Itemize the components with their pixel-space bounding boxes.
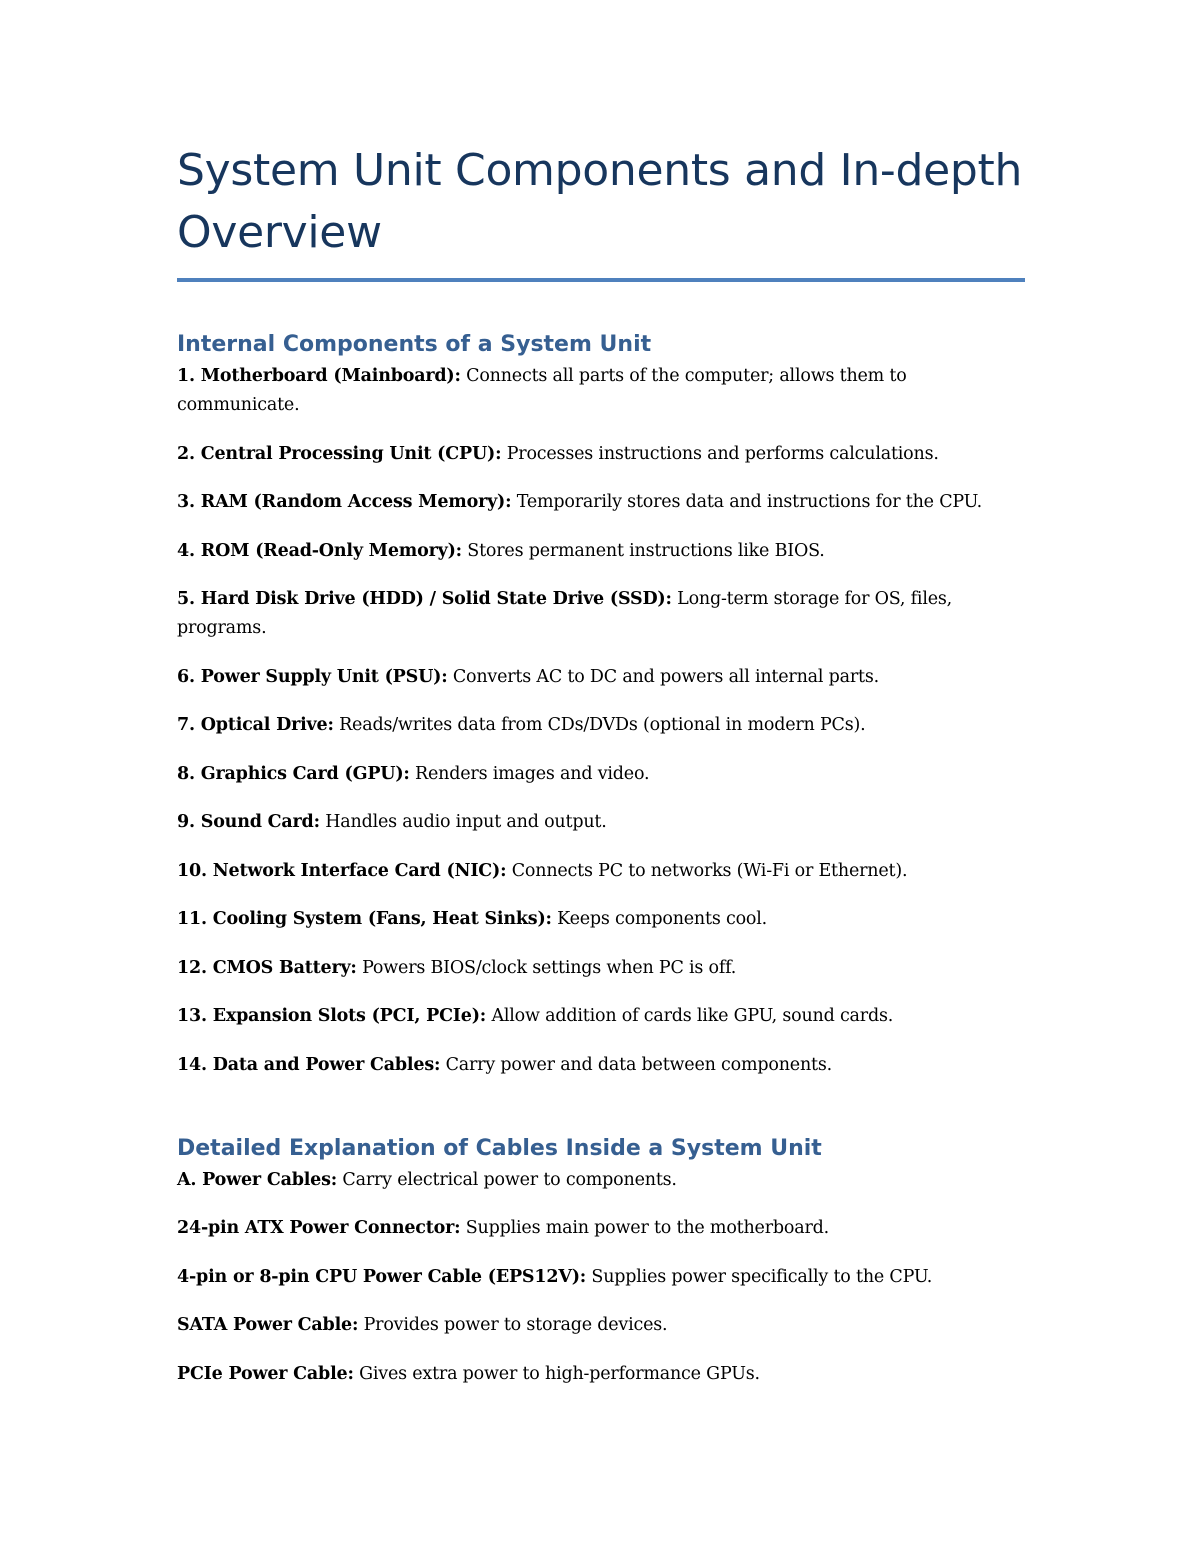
- item-term: 3. RAM (Random Access Memory):: [177, 492, 512, 512]
- list-item: [177, 711, 1025, 740]
- item-description: Renders images and video.: [409, 763, 650, 784]
- item-description: Gives extra power to high-performance GPUs.: [353, 1363, 760, 1384]
- section-heading-internal-components: Internal Components of a System Unit: [177, 332, 652, 357]
- item-description: Temporarily stores data and instructions for the CPU.: [511, 492, 982, 512]
- item-description: Handles audio input and output.: [319, 812, 607, 832]
- list-item: [177, 954, 1025, 983]
- cables-list: [177, 1166, 1025, 1389]
- item-description: Provides power to storage devices.: [358, 1315, 668, 1335]
- list-item: [177, 1166, 1025, 1195]
- list-item: [177, 808, 1025, 837]
- item-description: Supplies power specifically to the CPU.: [586, 1266, 933, 1287]
- document-page: [177, 140, 1025, 1389]
- item-description: Long-term storage for OS, files, programs.: [177, 589, 953, 638]
- list-item: [177, 760, 1025, 789]
- item-term: 6. Power Supply Unit (PSU):: [177, 666, 448, 687]
- document-title: System Unit Components and In-depth Overview: [177, 140, 1025, 282]
- item-term: SATA Power Cable:: [177, 1315, 359, 1335]
- item-term: 12. CMOS Battery:: [177, 957, 357, 978]
- item-description: Stores permanent instructions like BIOS.: [461, 540, 825, 561]
- item-term: 13. Expansion Slots (PCI, PCIe):: [177, 1006, 487, 1026]
- list-item: [177, 663, 1025, 692]
- item-term: 10. Network Interface Card (NIC):: [177, 860, 507, 881]
- item-term: 5. Hard Disk Drive (HDD) / Solid State Drive (SSD):: [177, 589, 672, 609]
- list-item: [177, 1311, 1025, 1340]
- list-item: [177, 1051, 1025, 1080]
- list-item: [177, 585, 1025, 643]
- item-term: PCIe Power Cable:: [177, 1363, 354, 1384]
- item-term: 24-pin ATX Power Connector:: [177, 1218, 461, 1238]
- item-description: Reads/writes data from CDs/DVDs (optional in modern PCs).: [333, 715, 866, 735]
- section-heading-cables: Detailed Explanation of Cables Inside a System Unit: [177, 1135, 822, 1161]
- item-description: Connects all parts of the computer; allows them to communicate.: [177, 366, 907, 415]
- internal-components-list: [177, 362, 1025, 1080]
- list-item: [177, 488, 1025, 517]
- item-description: Keeps components cool.: [551, 909, 768, 929]
- item-description: Allow addition of cards like GPU, sound cards.: [486, 1006, 894, 1026]
- item-description: Connects PC to networks (Wi-Fi or Ethernet).: [506, 860, 908, 881]
- list-item: [177, 1263, 1025, 1292]
- item-description: Carry electrical power to components.: [337, 1169, 677, 1190]
- list-item: [177, 857, 1025, 886]
- item-description: Converts AC to DC and powers all internal parts.: [447, 666, 880, 687]
- list-item: [177, 537, 1025, 566]
- item-term: 14. Data and Power Cables:: [177, 1054, 441, 1075]
- item-description: Processes instructions and performs calculations.: [501, 443, 939, 464]
- list-item: [177, 362, 1025, 420]
- list-item: [177, 905, 1025, 934]
- item-term: 4-pin or 8-pin CPU Power Cable (EPS12V):: [177, 1266, 587, 1287]
- item-description: Supplies main power to the motherboard.: [460, 1218, 829, 1238]
- item-term: 11. Cooling System (Fans, Heat Sinks):: [177, 909, 552, 929]
- item-term: 9. Sound Card:: [177, 812, 320, 832]
- item-description: Powers BIOS/clock settings when PC is off.: [356, 957, 737, 978]
- item-term: 1. Motherboard (Mainboard):: [177, 366, 461, 386]
- item-term: 2. Central Processing Unit (CPU):: [177, 443, 502, 464]
- item-description: Carry power and data between components.: [440, 1054, 832, 1075]
- item-term: 8. Graphics Card (GPU):: [177, 763, 410, 784]
- item-term: A. Power Cables:: [177, 1169, 338, 1190]
- list-item: [177, 440, 1025, 469]
- list-item: [177, 1002, 1025, 1031]
- item-term: 4. ROM (Read-Only Memory):: [177, 540, 462, 561]
- list-item: [177, 1360, 1025, 1389]
- item-term: 7. Optical Drive:: [177, 715, 334, 735]
- list-item: [177, 1214, 1025, 1243]
